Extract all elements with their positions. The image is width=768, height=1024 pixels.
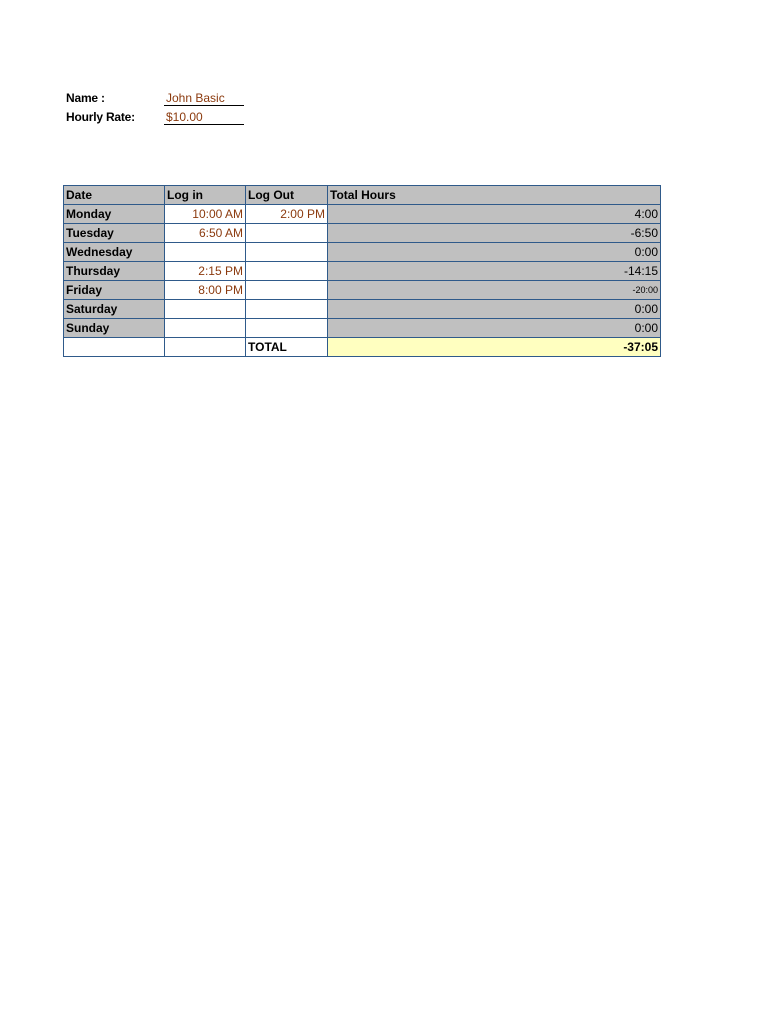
total-hours-cell: 0:00: [328, 243, 661, 262]
total-hours-cell: 4:00: [328, 205, 661, 224]
total-label: TOTAL: [246, 338, 328, 357]
hourly-rate-label: Hourly Rate:: [66, 110, 135, 124]
table-row: [64, 205, 661, 224]
header-row: [64, 186, 661, 205]
log-in-cell[interactable]: [165, 319, 246, 338]
table-row: [64, 224, 661, 243]
hourly-rate-row: [66, 107, 246, 126]
total-row: [64, 338, 661, 357]
log-in-cell[interactable]: [165, 300, 246, 319]
table-row: [64, 300, 661, 319]
day-cell: Wednesday: [64, 243, 165, 262]
name-row: [66, 88, 246, 107]
empty-cell: [165, 338, 246, 357]
log-out-cell[interactable]: [246, 262, 328, 281]
total-hours-cell: -14:15: [328, 262, 661, 281]
log-out-cell[interactable]: [246, 281, 328, 300]
table-row: [64, 319, 661, 338]
name-label: Name :: [66, 91, 105, 105]
day-cell: Saturday: [64, 300, 165, 319]
total-hours-cell: -6:50: [328, 224, 661, 243]
log-out-cell[interactable]: 2:00 PM: [246, 205, 328, 224]
day-cell: Thursday: [64, 262, 165, 281]
total-hours-cell: -20:00: [328, 281, 661, 300]
log-in-cell[interactable]: 8:00 PM: [165, 281, 246, 300]
employee-info: [66, 88, 246, 126]
total-hours-header: Total Hours: [328, 186, 661, 205]
log-out-cell[interactable]: [246, 243, 328, 262]
log-out-cell[interactable]: [246, 224, 328, 243]
date-header: Date: [64, 186, 165, 205]
log-out-cell[interactable]: [246, 300, 328, 319]
total-hours-cell: 0:00: [328, 319, 661, 338]
name-field[interactable]: John Basic: [164, 88, 244, 106]
log-in-cell[interactable]: 10:00 AM: [165, 205, 246, 224]
day-cell: Friday: [64, 281, 165, 300]
total-hours-cell: 0:00: [328, 300, 661, 319]
empty-cell: [64, 338, 165, 357]
table-row: [64, 262, 661, 281]
timesheet-table: [63, 185, 661, 357]
log-out-cell[interactable]: [246, 319, 328, 338]
table-row: [64, 243, 661, 262]
log-in-header: Log in: [165, 186, 246, 205]
total-value: -37:05: [328, 338, 661, 357]
log-in-cell[interactable]: 2:15 PM: [165, 262, 246, 281]
table-row: [64, 281, 661, 300]
day-cell: Monday: [64, 205, 165, 224]
day-cell: Sunday: [64, 319, 165, 338]
log-out-header: Log Out: [246, 186, 328, 205]
log-in-cell[interactable]: 6:50 AM: [165, 224, 246, 243]
log-in-cell[interactable]: [165, 243, 246, 262]
hourly-rate-field[interactable]: $10.00: [164, 107, 244, 125]
day-cell: Tuesday: [64, 224, 165, 243]
